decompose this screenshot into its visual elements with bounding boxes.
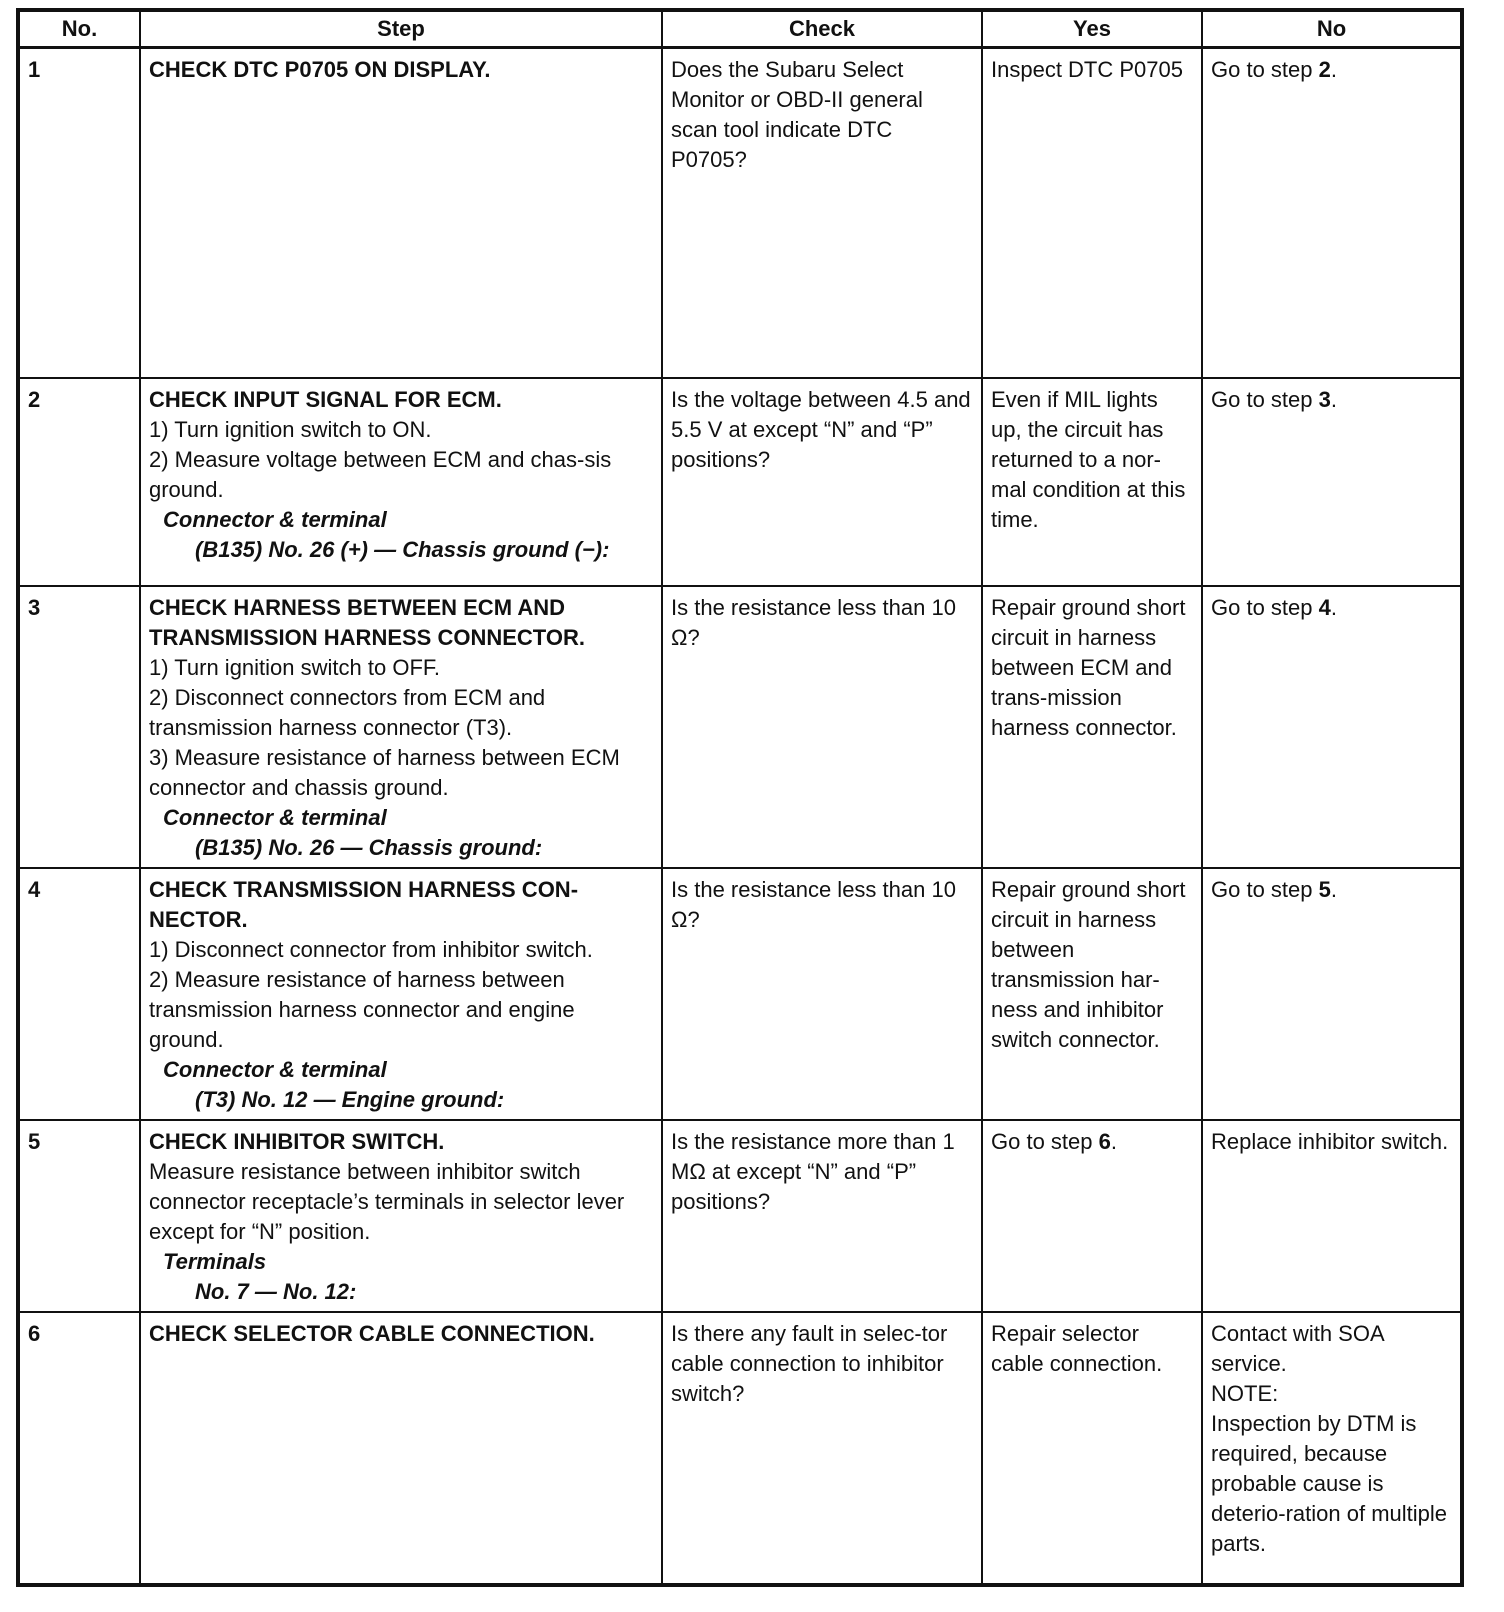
step-title: CHECK TRANSMISSION HARNESS CON-NECTOR. — [149, 877, 579, 932]
goto-prefix: Go to step — [1211, 57, 1319, 82]
table-header-row — [18, 10, 1462, 48]
step-cell — [140, 48, 662, 379]
step-title: CHECK INHIBITOR SWITCH. — [149, 1129, 445, 1154]
step-title: CHECK HARNESS BETWEEN ECM AND TRANSMISSION HARNESS CONNECTOR. — [149, 595, 585, 650]
yes-action — [991, 1129, 1117, 1154]
diagnostic-table — [16, 8, 1464, 1587]
no-action — [1211, 877, 1337, 902]
header-no: No. — [18, 10, 140, 48]
yes-action: Even if MIL lights up, the circuit has returned to a nor-mal condition at this time. — [991, 387, 1186, 532]
step-instruction: Measure resistance between inhibitor switch connector receptacle’s terminals in selector lever except for “N” position. — [149, 1159, 625, 1244]
step-title: CHECK INPUT SIGNAL FOR ECM. — [149, 387, 502, 412]
goto-prefix: Go to step — [991, 1129, 1099, 1154]
goto-suffix: . — [1110, 1129, 1117, 1154]
check-cell — [662, 868, 982, 1120]
check-cell — [662, 1312, 982, 1585]
check-cell — [662, 48, 982, 379]
check-cell — [662, 1120, 982, 1312]
step-instruction: 1) Disconnect connector from inhibitor switch. — [149, 937, 593, 962]
header-no-result: No — [1202, 10, 1462, 48]
goto-suffix: . — [1330, 57, 1337, 82]
table-row — [18, 586, 1462, 868]
step-instruction: 2) Measure voltage between ECM and chas-sis ground. — [149, 447, 612, 502]
step-cell — [140, 868, 662, 1120]
header-check: Check — [662, 10, 982, 48]
table-row — [18, 48, 1462, 379]
terminals-value: No. 7 — No. 12: — [195, 1279, 357, 1304]
goto-step-number: 6 — [1098, 1129, 1111, 1154]
no-cell — [1202, 868, 1462, 1120]
connector-terminal-value: (B135) No. 26 (+) — Chassis ground (−): — [195, 537, 610, 562]
goto-suffix: . — [1330, 877, 1337, 902]
yes-action: Repair selector cable connection. — [991, 1321, 1163, 1376]
header-yes: Yes — [982, 10, 1202, 48]
connector-terminal-value: (T3) No. 12 — Engine ground: — [195, 1087, 505, 1112]
goto-step-number: 3 — [1318, 387, 1331, 412]
step-instruction: 2) Measure resistance of harness between transmission harness connector and engine ground. — [149, 967, 575, 1052]
table-row — [18, 1120, 1462, 1312]
table-row — [18, 868, 1462, 1120]
yes-action: Repair ground short circuit in harness between ECM and trans-mission harness connector. — [991, 595, 1186, 740]
check-question: Is the resistance more than 1 MΩ at except “N” and “P” positions? — [671, 1129, 955, 1214]
check-question: Does the Subaru Select Monitor or OBD-II general scan tool indicate DTC P0705? — [671, 57, 923, 172]
goto-prefix: Go to step — [1211, 387, 1319, 412]
step-cell — [140, 378, 662, 586]
step-number: 6 — [18, 1312, 140, 1585]
step-instruction: 2) Disconnect connectors from ECM and transmission harness connector (T3). — [149, 685, 546, 740]
step-instruction: 1) Turn ignition switch to OFF. — [149, 655, 440, 680]
diagnostic-procedure-page — [16, 8, 1460, 1592]
goto-suffix: . — [1330, 595, 1337, 620]
check-question: Is the resistance less than 10 Ω? — [671, 595, 956, 650]
step-number: 5 — [18, 1120, 140, 1312]
connector-terminal-label: Connector & terminal — [163, 507, 387, 532]
yes-cell — [982, 48, 1202, 379]
step-number: 4 — [18, 868, 140, 1120]
no-action — [1211, 595, 1337, 620]
connector-terminal-label: Connector & terminal — [163, 805, 387, 830]
no-action: Replace inhibitor switch. — [1211, 1129, 1449, 1154]
no-action: Contact with SOA service. — [1211, 1321, 1384, 1376]
no-cell — [1202, 1312, 1462, 1585]
yes-action: Repair ground short circuit in harness between transmission har-ness and inhibitor switch connector. — [991, 877, 1186, 1052]
header-step: Step — [140, 10, 662, 48]
note-heading: NOTE: — [1211, 1381, 1279, 1406]
step-cell — [140, 1120, 662, 1312]
goto-step-number: 4 — [1318, 595, 1331, 620]
step-title: CHECK SELECTOR CABLE CONNECTION. — [149, 1321, 595, 1346]
terminals-label: Terminals — [163, 1249, 267, 1274]
no-cell — [1202, 378, 1462, 586]
yes-action: Inspect DTC P0705 — [991, 57, 1183, 82]
check-cell — [662, 586, 982, 868]
goto-prefix: Go to step — [1211, 877, 1319, 902]
table-row — [18, 1312, 1462, 1585]
no-cell — [1202, 586, 1462, 868]
connector-terminal-value: (B135) No. 26 — Chassis ground: — [195, 835, 543, 860]
yes-cell — [982, 378, 1202, 586]
no-action — [1211, 57, 1337, 82]
step-number: 2 — [18, 378, 140, 586]
check-question: Is the voltage between 4.5 and 5.5 V at except “N” and “P” positions? — [671, 387, 971, 472]
goto-suffix: . — [1330, 387, 1337, 412]
yes-cell — [982, 586, 1202, 868]
goto-prefix: Go to step — [1211, 595, 1319, 620]
check-question: Is there any fault in selec-tor cable connection to inhibitor switch? — [671, 1321, 948, 1406]
yes-cell — [982, 1312, 1202, 1585]
step-number: 1 — [18, 48, 140, 379]
step-cell — [140, 1312, 662, 1585]
step-title: CHECK DTC P0705 ON DISPLAY. — [149, 57, 491, 82]
yes-cell — [982, 1120, 1202, 1312]
no-action — [1211, 387, 1337, 412]
goto-step-number: 5 — [1318, 877, 1331, 902]
check-cell — [662, 378, 982, 586]
step-number: 3 — [18, 586, 140, 868]
step-instruction: 1) Turn ignition switch to ON. — [149, 417, 432, 442]
step-instruction: 3) Measure resistance of harness between ECM connector and chassis ground. — [149, 745, 620, 800]
check-question: Is the resistance less than 10 Ω? — [671, 877, 956, 932]
table-row — [18, 378, 1462, 586]
note-text: Inspection by DTM is required, because probable cause is deterio-ration of multiple parts. — [1211, 1411, 1448, 1556]
goto-step-number: 2 — [1318, 57, 1331, 82]
yes-cell — [982, 868, 1202, 1120]
connector-terminal-label: Connector & terminal — [163, 1057, 387, 1082]
step-cell — [140, 586, 662, 868]
no-cell — [1202, 48, 1462, 379]
no-cell — [1202, 1120, 1462, 1312]
